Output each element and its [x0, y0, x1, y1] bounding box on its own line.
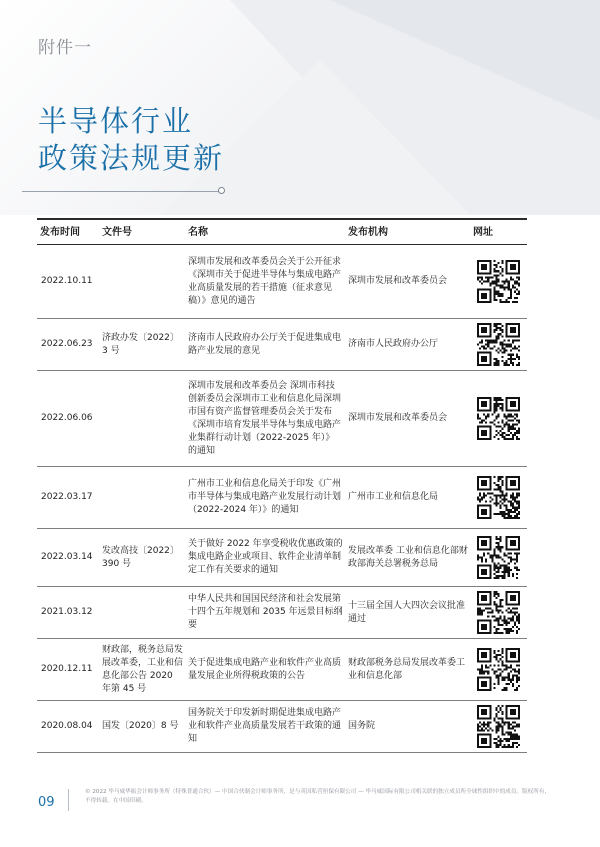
- cell-date: 2022.03.14: [37, 529, 99, 587]
- cell-doc-no: [99, 371, 185, 467]
- appendix-label: 附件一: [38, 38, 92, 58]
- policy-table: [37, 218, 527, 753]
- table-row: [37, 529, 527, 587]
- table-row: [37, 467, 527, 529]
- cell-date: 2020.12.11: [37, 639, 99, 701]
- cell-url: [470, 587, 527, 639]
- qr-code-icon[interactable]: [477, 536, 520, 579]
- qr-code-icon[interactable]: [477, 705, 520, 748]
- cell-name: 深圳市发展和改革委员会 深圳市科技创新委员会深圳市工业和信息化局深圳市国有资产监督管理委员会关于发布《深圳市培育发展半导体与集成电路产业集群行动计划（2022-2025 年）》的通知: [185, 371, 345, 467]
- table-row: [37, 245, 527, 319]
- cell-issuer: 深圳市发展和改革委员会: [345, 371, 470, 467]
- table-header-row: [37, 219, 527, 245]
- cell-name: 关于促进集成电路产业和软件产业高质量发展企业所得税政策的公告: [185, 639, 345, 701]
- cell-issuer: 国务院: [345, 701, 470, 753]
- page-title-line2: 政策法规更新: [38, 141, 225, 175]
- cell-issuer: 广州市工业和信息化局: [345, 467, 470, 529]
- cell-doc-no: 发改高技〔2022〕390 号: [99, 529, 185, 587]
- cell-doc-no: [99, 467, 185, 529]
- column-header-issuer: 发布机构: [345, 219, 470, 245]
- footer-separator: [68, 789, 69, 811]
- cell-issuer: 深圳市发展和改革委员会: [345, 245, 470, 319]
- cell-doc-no: 财政部，税务总局发展改革委，工业和信息化部公告 2020 年第 45 号: [99, 639, 185, 701]
- title-divider-dot: [218, 187, 225, 194]
- qr-code-icon[interactable]: [477, 397, 520, 440]
- cell-date: 2022.03.17: [37, 467, 99, 529]
- cell-name: 国务院关于印发新时期促进集成电路产业和软件产业高质量发展若干政策的通知: [185, 701, 345, 753]
- cell-url: [470, 529, 527, 587]
- table-row: [37, 701, 527, 753]
- table-row: [37, 371, 527, 467]
- cell-url: [470, 245, 527, 319]
- cell-issuer: 财政部税务总局发展改革委工业和信息化部: [345, 639, 470, 701]
- column-header-date: 发布时间: [37, 219, 99, 245]
- cell-date: 2022.06.23: [37, 319, 99, 371]
- cell-issuer: 发展改革委 工业和信息化部财政部海关总署税务总局: [345, 529, 470, 587]
- page-title: [38, 103, 224, 177]
- footer-copyright: © 2022 毕马威华振会计师事务所（特殊普通合伙）— 中国合伙制会计师事务所，是与英国私营担保有限公司 — 毕马威国际有限公司相关联的独立成员所全球性组织中的成员。版权所有，不得转载。在中国印刷。: [85, 789, 551, 804]
- qr-code-icon[interactable]: [477, 648, 520, 691]
- qr-code-icon[interactable]: [477, 591, 520, 634]
- title-divider: [22, 191, 222, 192]
- cell-url: [470, 371, 527, 467]
- qr-code-icon[interactable]: [477, 476, 520, 519]
- cell-url: [470, 639, 527, 701]
- table-row: [37, 587, 527, 639]
- cell-doc-no: 济政办发〔2022〕3 号: [99, 319, 185, 371]
- cell-issuer: 十三届全国人大四次会议批准通过: [345, 587, 470, 639]
- table-row: [37, 319, 527, 371]
- cell-name: 关于做好 2022 年享受税收优惠政策的集成电路企业或项目、软件企业清单制定工作有关要求的通知: [185, 529, 345, 587]
- cell-date: 2022.10.11: [37, 245, 99, 319]
- cell-name: 广州市工业和信息化局关于印发《广州市半导体与集成电路产业发展行动计划（2022-2024 年）》的通知: [185, 467, 345, 529]
- cell-name: 济南市人民政府办公厅关于促进集成电路产业发展的意见: [185, 319, 345, 371]
- cell-doc-no: 国发〔2020〕8 号: [99, 701, 185, 753]
- cell-date: 2020.08.04: [37, 701, 99, 753]
- cell-url: [470, 701, 527, 753]
- cell-name: 深圳市发展和改革委员会关于公开征求《深圳市关于促进半导体与集成电路产业高质量发展的若干措施（征求意见稿）》意见的通告: [185, 245, 345, 319]
- column-header-name: 名称: [185, 219, 345, 245]
- cell-url: [470, 467, 527, 529]
- cell-date: 2022.06.06: [37, 371, 99, 467]
- policy-table-body: [37, 245, 527, 753]
- page-number: 09: [38, 795, 55, 810]
- cell-doc-no: [99, 245, 185, 319]
- table-row: [37, 639, 527, 701]
- qr-code-icon[interactable]: [477, 260, 520, 303]
- column-header-doc-no: 文件号: [99, 219, 185, 245]
- cell-date: 2021.03.12: [37, 587, 99, 639]
- column-header-url: 网址: [470, 219, 527, 245]
- cell-issuer: 济南市人民政府办公厅: [345, 319, 470, 371]
- cell-url: [470, 319, 527, 371]
- cell-doc-no: [99, 587, 185, 639]
- cell-name: 中华人民共和国国民经济和社会发展第十四个五年规划和 2035 年远景目标纲要: [185, 587, 345, 639]
- qr-code-icon[interactable]: [477, 323, 520, 366]
- page-title-line1: 半导体行业: [38, 104, 194, 138]
